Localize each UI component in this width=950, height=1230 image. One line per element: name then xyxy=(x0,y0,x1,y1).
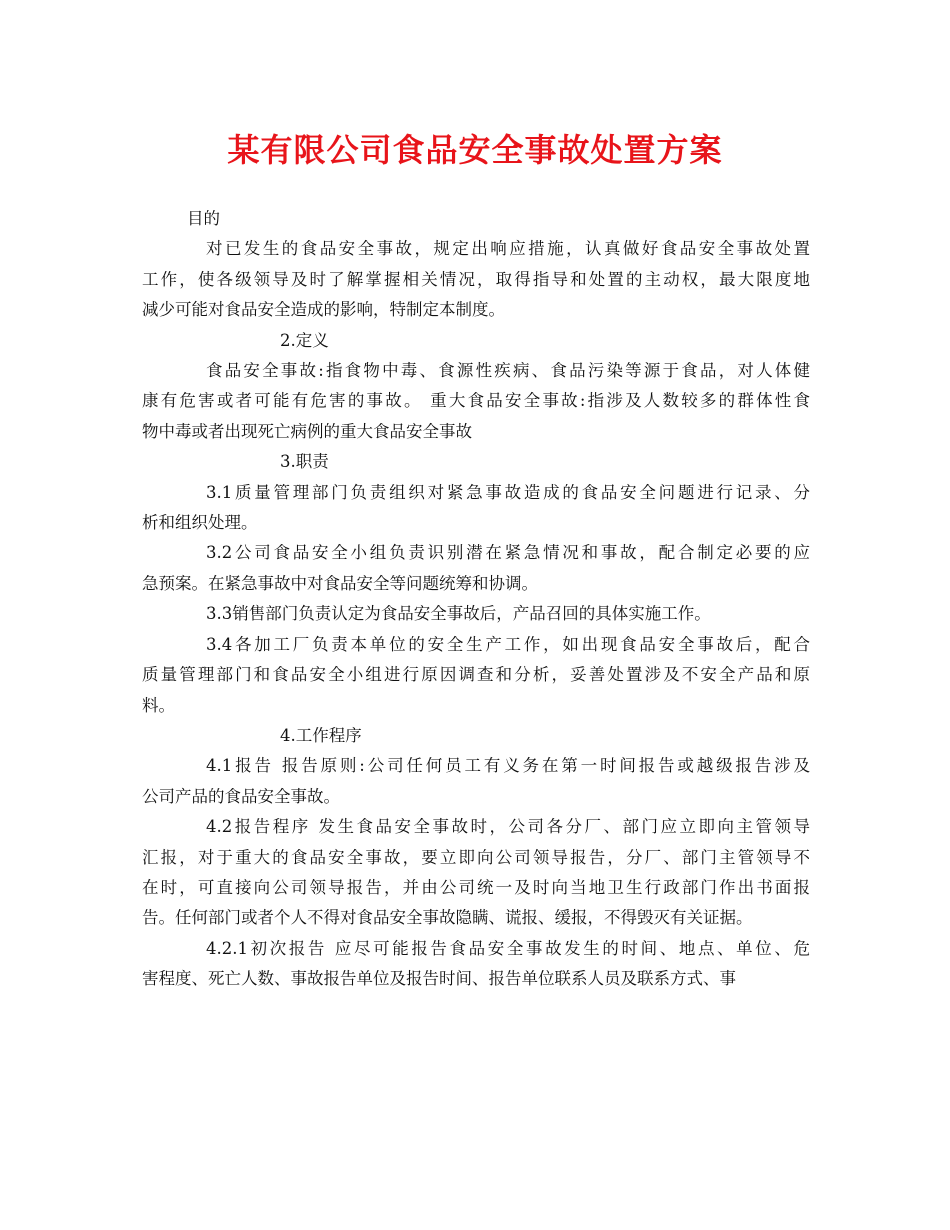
paragraph xyxy=(142,934,810,995)
text-line: 工作，使各级领导及时了解掌握相关情况，取得指导和处置的主动权，最大限度地 xyxy=(142,269,810,289)
paragraph xyxy=(142,234,810,325)
text-line: 害程度、死亡人数、事故报告单位及报告时间、报告单位联系人员及联系方式、事 xyxy=(142,969,736,989)
text-line: 物中毒或者出现死亡病例的重大食品安全事故 xyxy=(142,421,472,441)
text-line: 在时，可直接向公司领导报告，并由公司统一及时向当地卫生行政部门作出书面报 xyxy=(142,877,810,897)
text-line: 3.1质量管理部门负责组织对紧急事故造成的食品安全问题进行记录、分 xyxy=(206,482,810,502)
section-heading: 2.定义 xyxy=(280,330,329,350)
paragraph xyxy=(142,478,810,539)
paragraph xyxy=(142,538,810,599)
text-line: 告。任何部门或者个人不得对食品安全事故隐瞒、谎报、缓报，不得毁灭有关证据。 xyxy=(142,908,753,928)
paragraph xyxy=(142,599,810,629)
text-line: 食品安全事故:指食物中毒、食源性疾病、食品污染等源于食品，对人体健 xyxy=(206,361,810,381)
section-heading: 3.职责 xyxy=(280,452,329,472)
text-line: 减少可能对食品安全造成的影响，特制定本制度。 xyxy=(142,300,505,320)
text-line: 康有危害或者可能有危害的事故。 重大食品安全事故:指涉及人数较多的群体性食 xyxy=(142,391,810,411)
section-heading: 目的 xyxy=(187,209,220,228)
text-line: 汇报，对于重大的食品安全事故，要立即向公司领导报告，分厂、部门主管领导不 xyxy=(142,847,810,867)
text-line: 3.3销售部门负责认定为食品安全事故后，产品召回的具体实施工作。 xyxy=(206,604,711,624)
paragraph xyxy=(142,630,810,721)
text-line: 质量管理部门和食品安全小组进行原因调查和分析，妥善处置涉及不安全产品和原 xyxy=(142,665,810,685)
text-line: 对已发生的食品安全事故，规定出响应措施，认真做好食品安全事故处置 xyxy=(206,239,810,259)
text-line: 4.2.1初次报告 应尽可能报告食品安全事故发生的时间、地点、单位、危 xyxy=(206,938,810,958)
text-line: 3.2公司食品安全小组负责识别潜在紧急情况和事故，配合制定必要的应 xyxy=(206,543,810,563)
text-line: 急预案。在紧急事故中对食品安全等问题统筹和协调。 xyxy=(142,573,538,593)
document-body xyxy=(142,204,810,995)
paragraph xyxy=(142,812,810,934)
text-line: 4.1报告 报告原则:公司任何员工有义务在第一时间报告或越级报告涉及 xyxy=(206,756,810,776)
text-line: 3.4各加工厂负责本单位的安全生产工作，如出现食品安全事故后，配合 xyxy=(206,634,810,654)
text-line: 料。 xyxy=(142,695,175,715)
section-heading: 4.工作程序 xyxy=(280,725,362,745)
text-line: 4.2报告程序 发生食品安全事故时，公司各分厂、部门应立即向主管领导 xyxy=(206,817,810,837)
text-line: 析和组织处理。 xyxy=(142,513,258,533)
paragraph xyxy=(142,751,810,812)
paragraph xyxy=(142,356,810,447)
text-line: 公司产品的食品安全事故。 xyxy=(142,786,340,806)
document-title: 某有限公司食品安全事故处置方案 xyxy=(227,131,723,169)
